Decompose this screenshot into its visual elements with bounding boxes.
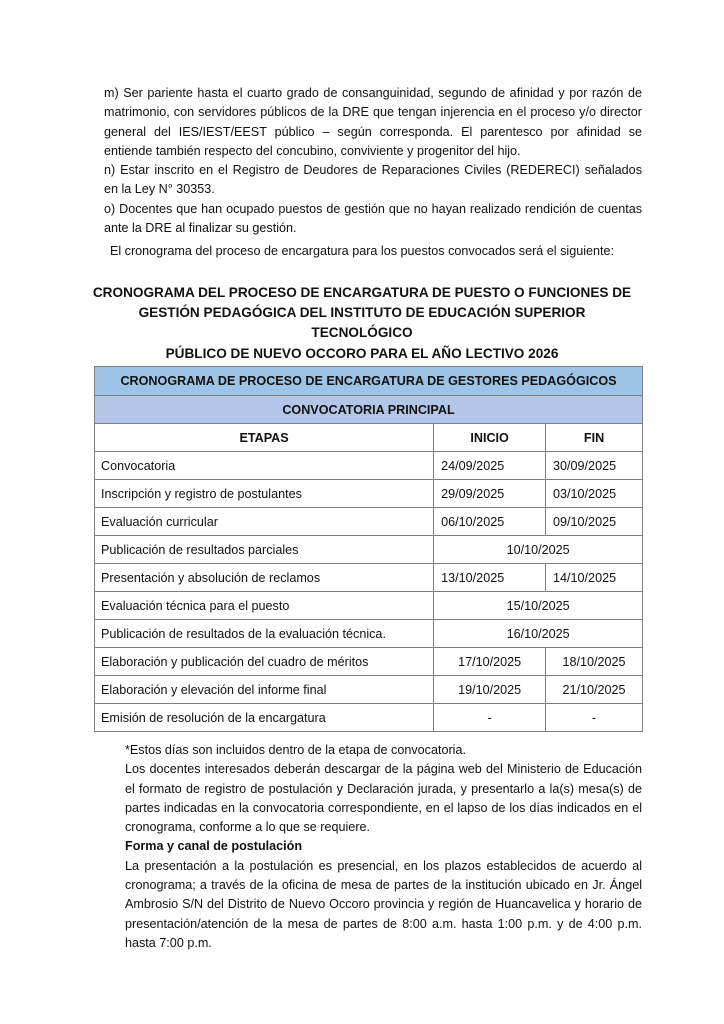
stage-cell: Publicación de resultados de la evaluación técnica.: [95, 620, 434, 648]
table-header-row: [95, 424, 643, 452]
footnote: *Estos días son incluidos dentro de la etapa de convocatoria.: [125, 743, 466, 757]
requirement-n: n) Estar inscrito en el Registro de Deudores de Reparaciones Civiles (REDERECI) señalados en la Ley N° 30353.: [104, 163, 642, 197]
end-date-cell: 09/10/2025: [546, 508, 643, 536]
table-caption-row: [95, 367, 643, 396]
start-date-cell: 13/10/2025: [434, 564, 546, 592]
table-row: [95, 676, 643, 704]
table-row: [95, 620, 643, 648]
start-date-cell: 29/09/2025: [434, 480, 546, 508]
single-date-cell: 10/10/2025: [434, 536, 643, 564]
single-date-cell: 15/10/2025: [434, 592, 643, 620]
table-caption: CRONOGRAMA DE PROCESO DE ENCARGATURA DE GESTORES PEDAGÓGICOS: [95, 367, 643, 396]
end-date-cell: 14/10/2025: [546, 564, 643, 592]
table-subcaption: CONVOCATORIA PRINCIPAL: [95, 396, 643, 424]
column-header-start: INICIO: [434, 424, 546, 452]
title-line-3: PÚBLICO DE NUEVO OCCORO PARA EL AÑO LECTIVO 2026: [165, 345, 559, 361]
stage-cell: Emisión de resolución de la encargatura: [95, 704, 434, 732]
requirement-o: o) Docentes que han ocupado puestos de gestión que no hayan realizado rendición de cuentas ante la DRE al finalizar su gestión.: [104, 201, 642, 236]
start-date-cell: 06/10/2025: [434, 508, 546, 536]
stage-cell: Elaboración y elevación del informe final: [95, 676, 434, 704]
table-row: [95, 592, 643, 620]
stage-cell: Inscripción y registro de postulantes: [95, 480, 434, 508]
stage-cell: Convocatoria: [95, 452, 434, 480]
start-date-cell: 17/10/2025: [434, 648, 546, 676]
title-line-1: CRONOGRAMA DEL PROCESO DE ENCARGATURA DE PUESTO O FUNCIONES DE: [92, 285, 632, 300]
end-date-cell: 18/10/2025: [546, 648, 643, 676]
stage-cell: Evaluación curricular: [95, 508, 434, 536]
column-header-stages: ETAPAS: [95, 424, 434, 452]
stage-cell: Elaboración y publicación del cuadro de méritos: [95, 648, 434, 676]
requirement-m: m) Ser pariente hasta el cuarto grado de consanguinidad, segundo de afinidad y por razón de matrimonio, con servidores públicos de la DRE que tengan injerencia en el proceso y/o director general del IES/IEST/EEST público – según corresponda. El parentesco por afinidad se entiende también respecto del concubino, conviviente y progenitor del hijo.: [104, 86, 642, 158]
schedule-intro: El cronograma del proceso de encargatura para los puestos convocados será el siguiente:: [109, 244, 615, 258]
column-header-end: FIN: [546, 424, 643, 452]
table-row: [95, 536, 643, 564]
end-date-cell: 03/10/2025: [546, 480, 643, 508]
table-row: [95, 480, 643, 508]
stage-cell: Evaluación técnica para el puesto: [95, 592, 434, 620]
stage-cell: Publicación de resultados parciales: [95, 536, 434, 564]
stage-cell: Presentación y absolución de reclamos: [95, 564, 434, 592]
title-line-2: GESTIÓN PEDAGÓGICA DEL INSTITUTO DE EDUCACIÓN SUPERIOR TECNOLÓGICO: [138, 305, 586, 341]
start-date-cell: 19/10/2025: [434, 676, 546, 704]
end-date-cell: -: [546, 704, 643, 732]
section-heading: Forma y canal de postulación: [125, 839, 303, 854]
end-date-cell: 30/09/2025: [546, 452, 643, 480]
table-row: [95, 452, 643, 480]
instructions-paragraph: Los docentes interesados deberán descargar de la página web del Ministerio de Educación el formato de registro de postulación y Declaración jurada, y presentarlo a la(s) mesa(s) de partes indicadas en la convocatoria correspondiente, en el lapso de los días indicados en el cronograma, conforme a lo que se requiere.: [125, 762, 642, 835]
single-date-cell: 16/10/2025: [434, 620, 643, 648]
start-date-cell: -: [434, 704, 546, 732]
section-body: La presentación a la postulación es presencial, en los plazos establecidos de acuerdo al cronograma; a través de la oficina de mesa de partes de la institución ubicado en Jr. Ángel Ambrosio S/N del Distrito de Nuevo Occoro provincia y región de Huancavelica y horario de presentación/atención de la mesa de partes de 8:00 a.m. hasta 1:00 p.m. y de 4:00 p.m. hasta 7:00 p.m.: [125, 858, 642, 950]
table-row: [95, 648, 643, 676]
table-row: [95, 508, 643, 536]
end-date-cell: 21/10/2025: [546, 676, 643, 704]
start-date-cell: 24/09/2025: [434, 452, 546, 480]
post-table-text: [125, 741, 642, 953]
document-title: [90, 283, 634, 364]
table-subcaption-row: [95, 396, 643, 424]
schedule-table: [94, 366, 643, 732]
table-row: [95, 564, 643, 592]
requirements-list: [104, 84, 642, 238]
table-row: [95, 704, 643, 732]
